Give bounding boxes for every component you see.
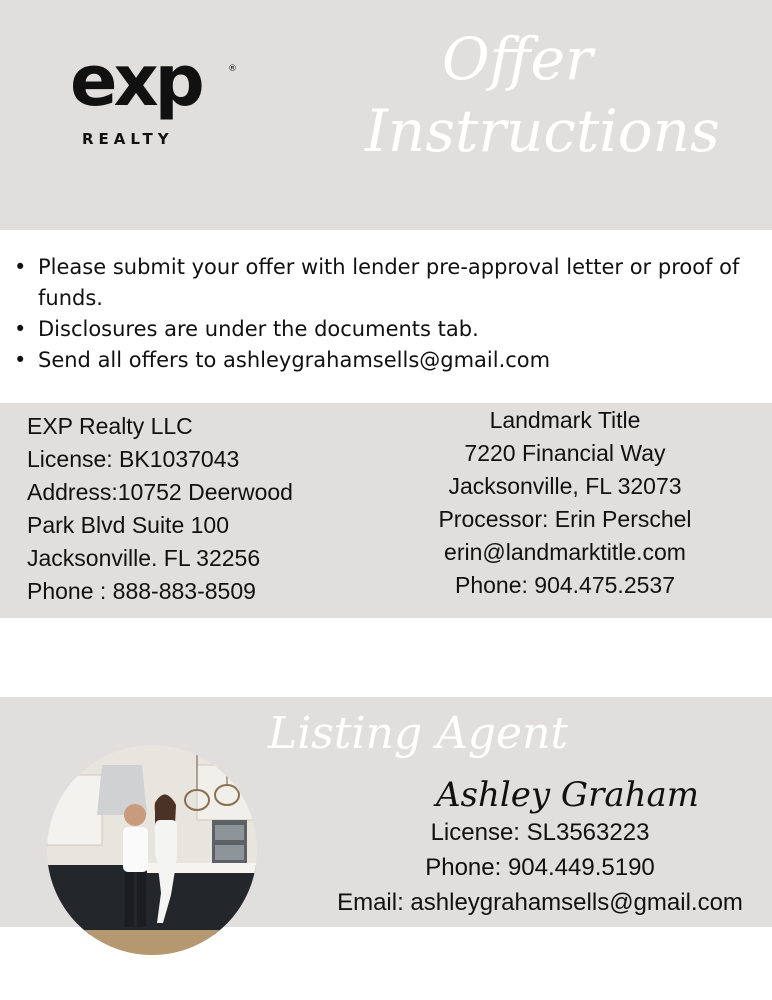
agent-photo [47, 745, 257, 955]
agent-email[interactable]: Email: ashleygrahamsells@gmail.com [337, 889, 743, 916]
agent-photo-illustration [47, 745, 257, 955]
agent-details [330, 815, 750, 920]
brokerage-city: Jacksonville. FL 32256 [27, 545, 261, 571]
agent-license: License: SL3563223 [430, 819, 650, 846]
title-company-city: Jacksonville, FL 32073 [448, 473, 682, 499]
brokerage-phone: Phone : 888-883-8509 [27, 578, 256, 604]
page-title-line1: Offer [442, 25, 593, 93]
title-company-phone: Phone: 904.475.2537 [455, 572, 675, 598]
title-company-address: 7220 Financial Way [464, 440, 666, 466]
title-company-name: Landmark Title [489, 407, 641, 433]
agent-phone: Phone: 904.449.5190 [425, 854, 655, 881]
title-company-processor: Processor: Erin Perschel [438, 506, 692, 532]
registered-mark: ® [228, 64, 237, 74]
title-company-info [435, 404, 695, 602]
title-company-email[interactable]: erin@landmarktitle.com [444, 539, 686, 565]
brokerage-address-line1: Address:10752 Deerwood [27, 479, 293, 505]
page-title-line2: Instructions [365, 97, 720, 165]
brokerage-info [27, 410, 293, 608]
agent-signature: Ashley Graham [436, 775, 700, 815]
list-item: • Send all offers to ashleygrahamsells@gmail.com [14, 345, 754, 376]
listing-agent-heading: Listing Agent [268, 708, 569, 759]
exp-realty-logo [70, 40, 240, 152]
logo-subtitle: REALTY [82, 130, 174, 148]
offer-instructions-list [14, 252, 754, 376]
logo-wordmark: exp [70, 40, 201, 122]
brokerage-address-line2: Park Blvd Suite 100 [27, 512, 230, 538]
list-item: • Disclosures are under the documents tab. [14, 314, 754, 345]
list-item: • Please submit your offer with lender pre-approval letter or proof of funds. [14, 252, 754, 314]
brokerage-name: EXP Realty LLC [27, 413, 193, 439]
brokerage-license: License: BK1037043 [27, 446, 240, 472]
